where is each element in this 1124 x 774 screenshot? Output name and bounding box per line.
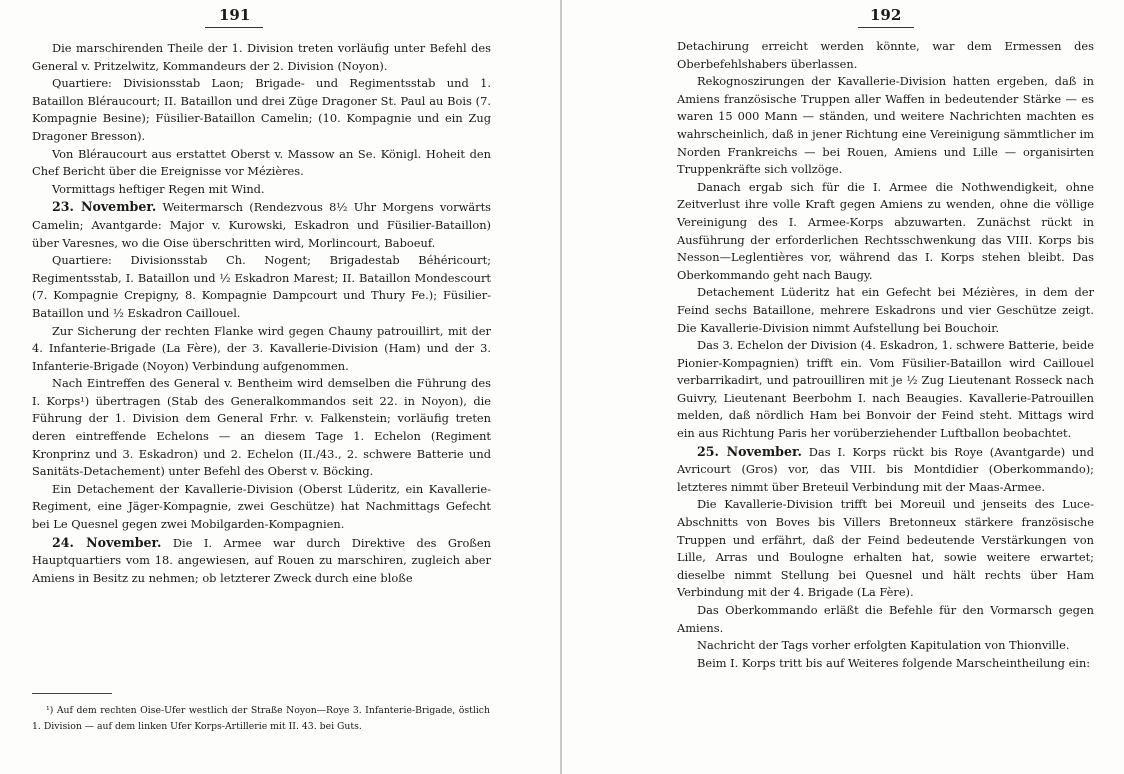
footnote-rule: [32, 693, 112, 694]
paragraph: Detachement Lüderitz hat ein Gefecht bei Mézières, in dem der Feind sechs Bataillone, mehrere Eskadrons und vier Geschütze zeigt. Die Kavallerie-Division nimmt Aufstellung bei Bouchoir.: [677, 285, 1094, 335]
page-number-underline: [205, 27, 263, 28]
date-heading: 24. November.: [52, 534, 162, 550]
paragraph: Von Bléraucourt aus erstattet Oberst v. Massow an Se. Königl. Hoheit den Chef Bericht über die Ereignisse vor Mézières.: [32, 146, 491, 179]
paragraph: Beim I. Korps tritt bis auf Weiteres folgende Marscheintheilung ein:: [697, 655, 1091, 670]
footnote: ¹) Auf dem rechten Oise-Ufer westlich der Straße Noyon—Roye 3. Infanterie-Brigade, östlich 1. Division — auf dem linken Ufer Korps-Artillerie mit II. 43. bei Guts.: [32, 705, 490, 732]
paragraph: Das Oberkommando erläßt die Befehle für den Vormarsch gegen Amiens.: [677, 603, 1094, 635]
paragraph: Ein Detachement der Kavallerie-Division (Oberst Lüderitz, ein Kavallerie-Regiment, eine Jäger-Kompagnie, zwei Geschütze) hat Nachmittags Gefecht bei Le Quesnel gegen zwei Mobilgarden-Kompagnien.: [32, 481, 491, 532]
left-page-text: [32, 40, 491, 587]
paragraph: Nach Eintreffen des General v. Bentheim wird demselben die Führung des I. Korps¹) übertragen (Stab des Generalkommandos seit 22. in Noyon), die Führung der 1. Division dem General Frhr. v. Falkenstein; vorläufig treten deren eintreffende Echelons — an diesem Tage 1. Echelon (Regiment Kronprinz und 3. Eskadron) und 2. Echelon (II./43., 2. schwere Batterie und Sanitäts-Detachement) unter Befehl des Oberst v. Böcking.: [32, 376, 491, 479]
page-number-underline: [858, 27, 914, 28]
paragraph: Die Kavallerie-Division trifft bei Moreuil und jenseits des Luce-Abschnitts von Boves bis Villers Bretonneux stärkere französische Truppen und erfährt, daß der Feind bedeutende Verstärkungen von Lille, Arras und Boulogne erhalten hat, sowie weitere erwartet; dieselbe nimmt Stellung bei Quesnel und hält rechts über Ham Verbindung mit der 4. Brigade (La Fère).: [677, 497, 1094, 600]
page-number-right: 192: [870, 6, 902, 24]
paragraph-text: Weitermarsch (Rendezvous 8½ Uhr Morgens vorwärts Camelin; Avantgarde: Major v. Kurowski, Eskadron und Füsilier-Bataillon) über Varesnes, wo die Oise überschritten wird, Morlincourt, Baboeuf.: [32, 200, 491, 250]
paragraph: Rekognoszirungen der Kavallerie-Division hatten ergeben, daß in Amiens französische Truppen aller Waffen in bedeutender Stärke — es waren 15 000 Mann — ständen, und weitere Nachrichten machten es wahrscheinlich, daß in jener Richtung eine Vereinigung sämmtlicher im Norden Frankreichs — bei Rouen, Amiens und Lille — organisirten Truppenkräfte sich vollzöge.: [677, 74, 1094, 177]
date-heading: 25. November.: [697, 443, 802, 459]
right-page: [562, 0, 1124, 774]
paragraph-text: Die I. Armee war durch Direktive des Großen Hauptquartiers vom 18. angewiesen, auf Rouen zu marschiren, zugleich aber Amiens in Besitz zu nehmen; ob letzterer Zweck durch eine bloße: [32, 535, 491, 585]
paragraph: Detachirung erreicht werden könnte, war dem Ermessen des Oberbefehlshabers überlassen.: [677, 39, 1094, 71]
paragraph: Nachricht der Tags vorher erfolgten Kapitulation von Thionville.: [697, 638, 1070, 653]
paragraph: Danach ergab sich für die I. Armee die Nothwendigkeit, ohne Zeitverlust ihre volle Kraft gegen Amiens zu wenden, ohne die völlige Vereinigung des I. Armee-Korps abzuwarten. Zunächst rückt in Ausführung der erforderlichen Rechtsschwenkung das VIII. Korps bis Nesson—Leglentières vor, während das I. Korps stehen bleibt. Das Oberkommando geht nach Baugy.: [677, 179, 1094, 282]
paragraph: Zur Sicherung der rechten Flanke wird gegen Chauny patrouillirt, mit der 4. Infanterie-Brigade (La Fère), der 3. Kavallerie-Division (Ham) und der 3. Infanterie-Brigade (Noyon) Verbindung aufgenommen.: [32, 323, 491, 373]
page-number-left: 191: [219, 6, 251, 24]
paragraph: Quartiere: Divisionsstab Laon; Brigade- und Regimentsstab und 1. Bataillon Bléraucourt; II. Bataillon und drei Züge Dragoner St. Paul au Bois (7. Kompagnie Besine); Füsilier-Bataillon Camelin; (10. Kompagnie und ein Zug Dragoner Bresson).: [32, 76, 491, 143]
paragraph: Quartiere: Divisionsstab Ch. Nogent; Brigadestab Béhéricourt; Regimentsstab, I. Bataillon und ½ Eskadron Marest; II. Bataillon Mondescourt (7. Kompagnie Crepigny, 8. Kompagnie Dampcourt und Thury Fe.); Füsilier-Bataillon und ½ Eskadron Caillouel.: [32, 253, 491, 320]
paragraph: Die marschirenden Theile der 1. Division treten vorläufig unter Befehl des General v. Pritzelwitz, Kommandeurs der 2. Division (Noyon).: [32, 41, 491, 73]
paragraph-text: Das I. Korps rückt bis Roye (Avantgarde) und Avricourt (Gros) vor, das VIII. bis Montdidier (Oberkommando); letzteres nimmt über Breteuil Verbindung mit der Maas-Armee.: [677, 444, 1095, 494]
dated-paragraph: [677, 443, 1094, 497]
dated-paragraph: [32, 534, 491, 588]
right-page-text: [677, 38, 1094, 672]
paragraph: Vormittags heftiger Regen mit Wind.: [52, 181, 265, 196]
left-page: [0, 0, 560, 774]
date-heading: 23. November.: [52, 199, 157, 215]
paragraph: Das 3. Echelon der Division (4. Eskadron, 1. schwere Batterie, beide Pionier-Kompagnien) trifft ein. Vom Füsilier-Bataillon wird Caillouel verbarrikadirt, und patrouilliren mit je ½ Zug Lieutenant Rosseck nach Guivry, Lieutenant Beerbohm I. nach Beaugies. Kavallerie-Patrouillen melden, daß nördlich Ham bei Bonvoir der Feind steht. Mittags wird ein aus Richtung Paris her vorüberziehender Luftballon beobachtet.: [677, 338, 1094, 441]
dated-paragraph: [32, 198, 491, 252]
